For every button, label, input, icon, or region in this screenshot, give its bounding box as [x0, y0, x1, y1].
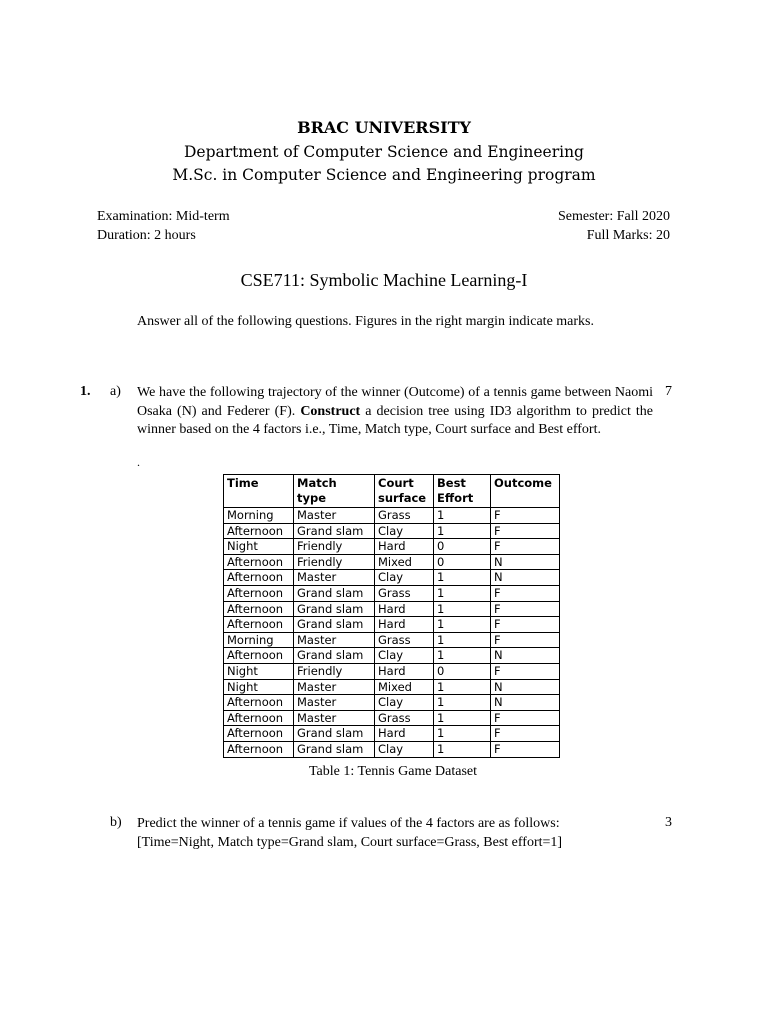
header-match-type: Match type [294, 475, 375, 508]
cell-court-surface: Clay [375, 695, 434, 711]
cell-time: Night [224, 539, 294, 555]
cell-court-surface: Hard [375, 617, 434, 633]
cell-outcome: N [491, 695, 560, 711]
part-b-line1: Predict the winner of a tennis game if values of the 4 factors are as follows: [137, 816, 560, 831]
header-time: Time [224, 475, 294, 508]
instructions: Answer all of the following questions. Figures in the right margin indicate marks. [137, 314, 594, 329]
cell-best-effort: 1 [434, 695, 491, 711]
cell-best-effort: 1 [434, 585, 491, 601]
program-name: M.Sc. in Computer Science and Engineering program [172, 166, 596, 184]
table-row [224, 617, 560, 633]
part-a-text-end: a decision tree using ID3 algorithm to predict the winner based on the 4 factors i.e., Time, Match type, Court surface and Best effort. [137, 403, 654, 437]
cell-match-type: Master [294, 570, 375, 586]
part-b-text [137, 815, 637, 852]
cell-time: Morning [224, 508, 294, 524]
table-row [224, 508, 560, 524]
cell-court-surface: Mixed [375, 554, 434, 570]
part-b-line2: [Time=Night, Match type=Grand slam, Court surface=Grass, Best effort=1] [137, 834, 563, 850]
table-row [224, 695, 560, 711]
cell-court-surface: Hard [375, 726, 434, 742]
cell-outcome: N [491, 554, 560, 570]
table-row [224, 741, 560, 757]
table-row [224, 726, 560, 742]
cell-outcome: F [491, 617, 560, 633]
part-a-bold-word: Construct [300, 403, 361, 419]
header-best-effort: Best Effort [434, 475, 491, 508]
cell-match-type: Master [294, 679, 375, 695]
cell-match-type: Master [294, 710, 375, 726]
course-title: CSE711: Symbolic Machine Learning-I [240, 270, 528, 290]
cell-best-effort: 1 [434, 648, 491, 664]
department-name: Department of Computer Science and Engineering [184, 143, 584, 161]
table-row [224, 632, 560, 648]
exam-duration: Duration: 2 hours [97, 228, 196, 243]
cell-best-effort: 0 [434, 539, 491, 555]
cell-time: Morning [224, 632, 294, 648]
table-row [224, 648, 560, 664]
cell-time: Afternoon [224, 523, 294, 539]
cell-match-type: Grand slam [294, 585, 375, 601]
table-row [224, 601, 560, 617]
part-a-text-start: We have the following trajectory of the winner (Outcome) of a tennis game between Naomi Osaka (N) and Federer (F). [137, 385, 653, 419]
cell-court-surface: Hard [375, 601, 434, 617]
cell-time: Afternoon [224, 601, 294, 617]
cell-outcome: F [491, 508, 560, 524]
cell-court-surface: Mixed [375, 679, 434, 695]
cell-time: Afternoon [224, 554, 294, 570]
cell-outcome: N [491, 648, 560, 664]
cell-time: Night [224, 679, 294, 695]
cell-match-type: Friendly [294, 539, 375, 555]
cell-match-type: Grand slam [294, 648, 375, 664]
part-a-text [137, 384, 653, 440]
cell-court-surface: Clay [375, 741, 434, 757]
cell-time: Afternoon [224, 617, 294, 633]
cell-best-effort: 1 [434, 741, 491, 757]
table-body [224, 508, 560, 758]
table-row [224, 679, 560, 695]
cell-best-effort: 1 [434, 601, 491, 617]
part-a-label: a) [110, 384, 121, 399]
cell-court-surface: Grass [375, 508, 434, 524]
header-outcome: Outcome [491, 475, 560, 508]
cell-time: Afternoon [224, 695, 294, 711]
exam-meta-left [97, 207, 230, 245]
cell-court-surface: Grass [375, 632, 434, 648]
cell-best-effort: 0 [434, 663, 491, 679]
cell-match-type: Master [294, 695, 375, 711]
cell-best-effort: 1 [434, 570, 491, 586]
cell-time: Night [224, 663, 294, 679]
cell-best-effort: 1 [434, 726, 491, 742]
table-row [224, 710, 560, 726]
header-court-surface: Court surface [375, 475, 434, 508]
cell-time: Afternoon [224, 710, 294, 726]
table-row [224, 570, 560, 586]
cell-best-effort: 1 [434, 617, 491, 633]
table-caption: Table 1: Tennis Game Dataset [308, 764, 478, 779]
table-row [224, 585, 560, 601]
cell-match-type: Friendly [294, 663, 375, 679]
cell-best-effort: 1 [434, 710, 491, 726]
semester: Semester: Fall 2020 [558, 209, 670, 224]
table-row [224, 523, 560, 539]
cell-court-surface: Hard [375, 663, 434, 679]
cell-court-surface: Hard [375, 539, 434, 555]
cell-time: Afternoon [224, 741, 294, 757]
cell-court-surface: Clay [375, 570, 434, 586]
cell-match-type: Master [294, 508, 375, 524]
cell-outcome: F [491, 523, 560, 539]
cell-best-effort: 0 [434, 554, 491, 570]
cell-best-effort: 1 [434, 679, 491, 695]
cell-court-surface: Clay [375, 648, 434, 664]
cell-time: Afternoon [224, 585, 294, 601]
cell-time: Afternoon [224, 648, 294, 664]
cell-match-type: Grand slam [294, 617, 375, 633]
cell-best-effort: 1 [434, 523, 491, 539]
university-name: BRAC UNIVERSITY [297, 118, 471, 137]
cell-outcome: F [491, 539, 560, 555]
cell-court-surface: Grass [375, 585, 434, 601]
full-marks: Full Marks: 20 [586, 228, 670, 243]
cell-time: Afternoon [224, 570, 294, 586]
cell-outcome: N [491, 679, 560, 695]
cell-match-type: Grand slam [294, 523, 375, 539]
cell-outcome: F [491, 741, 560, 757]
cell-match-type: Grand slam [294, 726, 375, 742]
cell-outcome: F [491, 585, 560, 601]
part-b-marks: 3 [665, 815, 672, 830]
cell-match-type: Master [294, 632, 375, 648]
stray-dot: . [137, 455, 140, 469]
cell-best-effort: 1 [434, 508, 491, 524]
examination-type: Examination: Mid-term [97, 209, 230, 224]
cell-time: Afternoon [224, 726, 294, 742]
cell-court-surface: Clay [375, 523, 434, 539]
cell-outcome: N [491, 570, 560, 586]
part-b-label: b) [110, 815, 122, 830]
cell-match-type: Friendly [294, 554, 375, 570]
tennis-dataset-table [223, 474, 560, 758]
exam-meta-right [558, 207, 670, 245]
cell-outcome: F [491, 632, 560, 648]
cell-outcome: F [491, 710, 560, 726]
cell-outcome: F [491, 726, 560, 742]
part-a-marks: 7 [665, 384, 672, 399]
table-row [224, 663, 560, 679]
cell-match-type: Grand slam [294, 601, 375, 617]
cell-best-effort: 1 [434, 632, 491, 648]
cell-outcome: F [491, 663, 560, 679]
table-row [224, 539, 560, 555]
question-number: 1. [80, 384, 91, 399]
table-row [224, 554, 560, 570]
cell-court-surface: Grass [375, 710, 434, 726]
cell-match-type: Grand slam [294, 741, 375, 757]
cell-outcome: F [491, 601, 560, 617]
table-header-row [224, 475, 560, 508]
